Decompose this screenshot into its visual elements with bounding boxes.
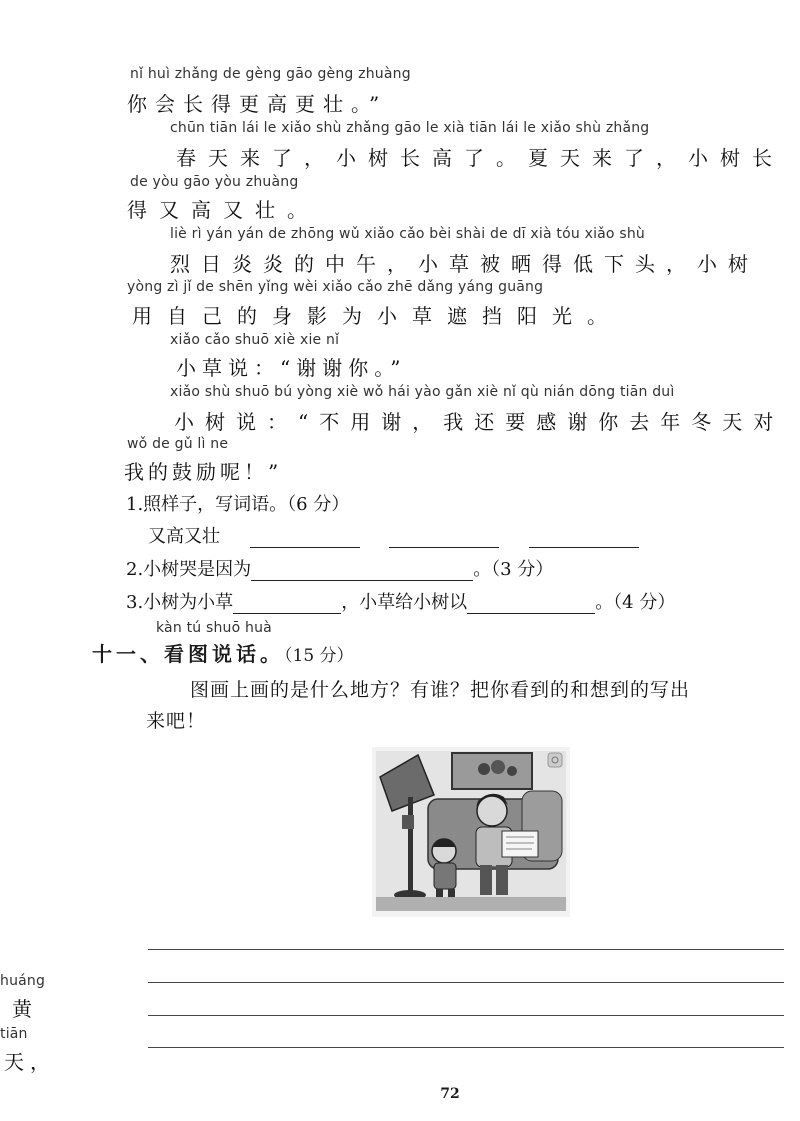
section-11-score: （15 分） <box>284 646 354 666</box>
answer-blank-3a[interactable] <box>233 595 341 614</box>
question-2-prefix: 2.小树哭是因为 <box>126 559 252 580</box>
picture-frame <box>452 753 532 789</box>
newspaper <box>502 831 538 857</box>
story-pinyin-1: nǐ huì zhǎng de gèng gāo gèng zhuàng <box>130 66 411 82</box>
story-text-1: 你会长得更高更壮。” <box>127 92 388 116</box>
section-11-number: 十一、 <box>92 642 164 666</box>
margin-char-1: 黄 <box>12 997 32 1021</box>
section-11-title: 看图说话。 <box>164 642 284 666</box>
lamp-pole <box>408 797 413 893</box>
story-text-5: 用自己的身影为小草遮挡阳光。 <box>132 304 622 328</box>
question-1: 1.照样子，写词语。（6 分） <box>126 494 350 515</box>
story-pinyin-2: chūn tiān lái le xiǎo shù zhǎng gāo le xià tiān lái le xiǎo shù zhǎng <box>170 120 650 136</box>
section-11-heading <box>92 638 354 667</box>
answer-blank-2[interactable] <box>251 562 473 581</box>
living-room-illustration <box>372 747 570 917</box>
story-pinyin-7: xiǎo shù shuō bú yòng xiè wǒ hái yào gǎn xiè nǐ qù nián dōng tiān duì <box>170 384 675 400</box>
writing-line-4[interactable] <box>148 1047 784 1048</box>
story-text-2: 春天来了，小树长高了。夏天来了，小树长 <box>176 146 784 170</box>
question-3-suffix: 。（4 分） <box>595 592 676 613</box>
story-text-6: 小草说：“谢谢你。” <box>176 356 407 380</box>
section-11-pinyin: kàn tú shuō huà <box>156 620 272 636</box>
writing-line-3[interactable] <box>148 1015 784 1016</box>
story-pinyin-8: wǒ de gǔ lì ne <box>127 436 229 452</box>
answer-blank-1c[interactable] <box>529 529 639 548</box>
question-3-prefix: 3.小树为小草 <box>126 592 234 613</box>
story-pinyin-6: xiǎo cǎo shuō xiè xie nǐ <box>170 332 340 348</box>
zoom-icon <box>548 753 562 767</box>
question-3-middle: ，小草给小树以 <box>341 592 468 613</box>
story-text-3: 得又高又壮。 <box>127 198 319 222</box>
story-pinyin-5: yòng zì jǐ de shēn yǐng wèi xiǎo cǎo zhē dǎng yáng guāng <box>127 279 544 295</box>
story-text-8: 我的鼓励呢！” <box>124 460 283 484</box>
margin-pinyin-2: tiān <box>0 1026 28 1042</box>
question-3 <box>126 588 675 614</box>
page-number: 72 <box>440 1086 460 1102</box>
story-text-7: 小树说：“不用谢，我还要感谢你去年冬天对 <box>174 410 785 434</box>
answer-blank-1b[interactable] <box>389 529 499 548</box>
question-1-answers <box>148 522 639 548</box>
section-11-instruction-1: 图画上画的是什么地方？有谁？把你看到的和想到的写出 <box>190 679 691 701</box>
writing-line-2[interactable] <box>148 982 784 983</box>
margin-char-2: 天， <box>4 1050 56 1074</box>
margin-pinyin-1: huáng <box>0 973 46 989</box>
question-2-suffix: 。（3 分） <box>473 559 554 580</box>
story-pinyin-3: de yòu gāo yòu zhuàng <box>130 174 299 190</box>
question-1-example: 又高又壮 <box>148 526 220 547</box>
answer-blank-1a[interactable] <box>250 529 360 548</box>
story-pinyin-4: liè rì yán yán de zhōng wǔ xiǎo cǎo bèi shài de dī xià tóu xiǎo shù <box>170 226 645 242</box>
question-2 <box>126 555 553 581</box>
story-text-4: 烈日炎炎的中午，小草被晒得低下头，小树 <box>170 252 759 276</box>
answer-blank-3b[interactable] <box>467 595 595 614</box>
writing-line-1[interactable] <box>148 949 784 950</box>
section-11-instruction-2: 来吧！ <box>146 710 207 732</box>
